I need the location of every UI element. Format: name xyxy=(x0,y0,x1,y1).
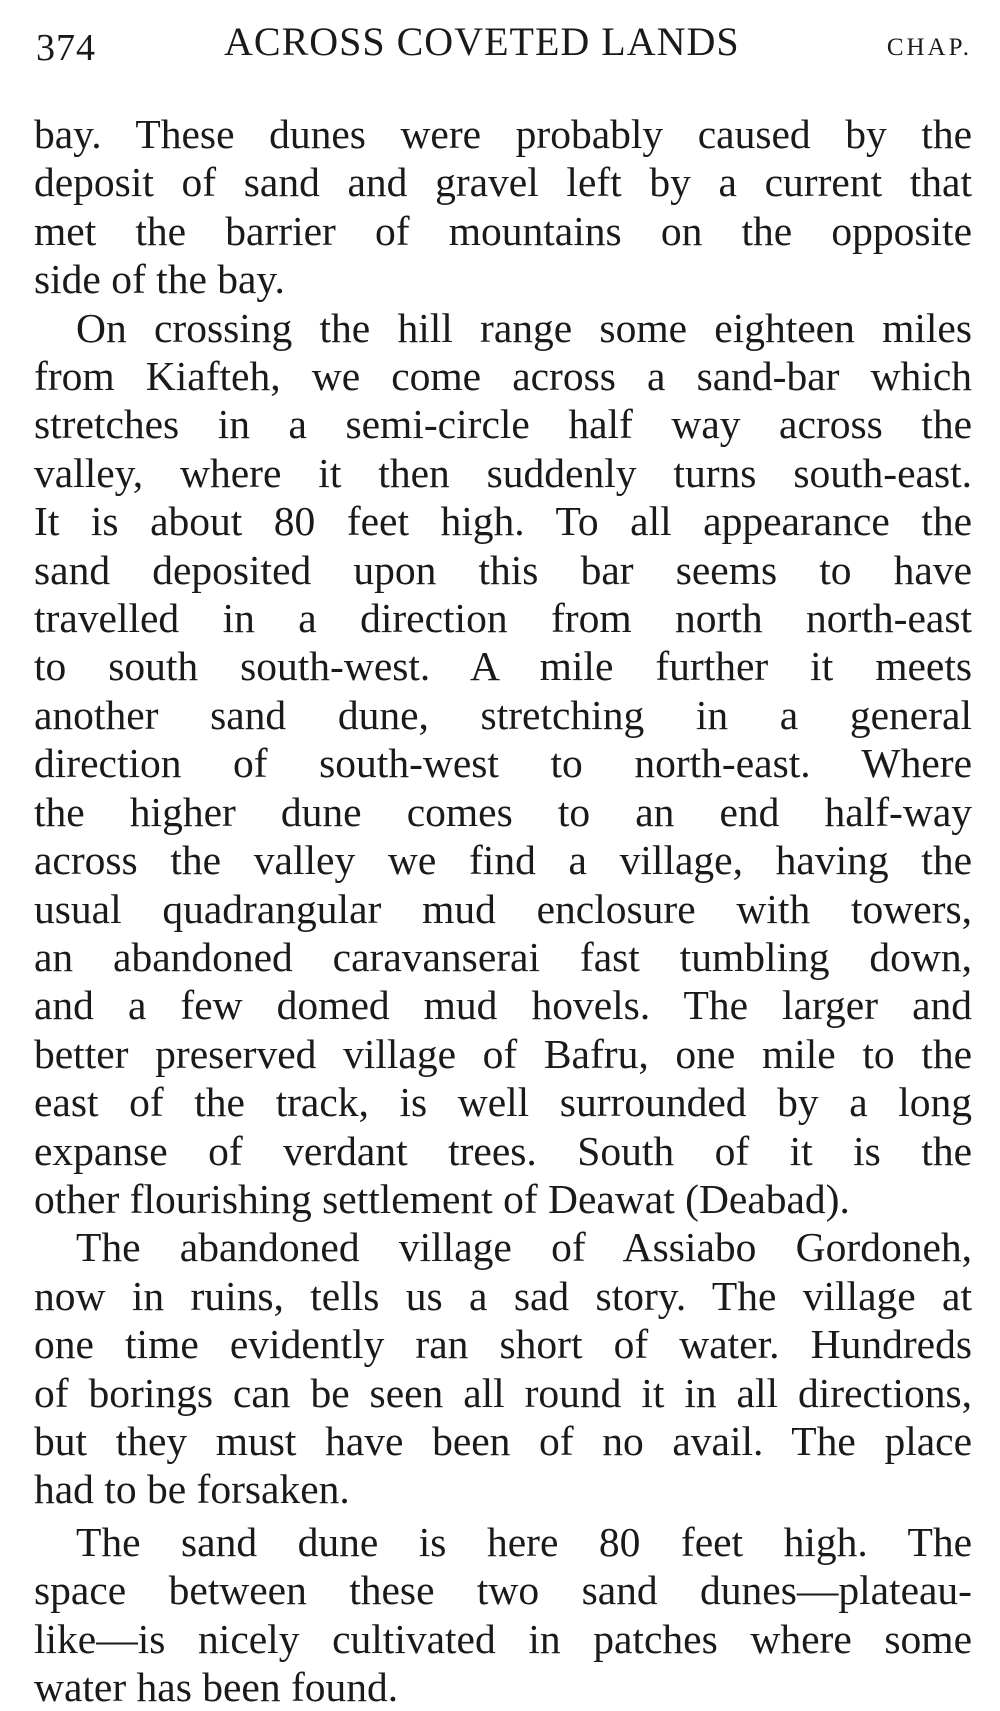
text-line: travelled in a direction from north north-east xyxy=(34,595,972,642)
text-line: expanse of verdant trees. South of it is the xyxy=(34,1127,972,1174)
text-line: and a few domed mud hovels. The larger and xyxy=(34,982,972,1029)
text-line: now in ruins, tells us a sad story. The village at xyxy=(34,1272,972,1319)
text-line: one time evidently ran short of water. Hundreds xyxy=(34,1321,972,1368)
text-line: It is about 80 feet high. To all appearance the xyxy=(34,498,972,545)
text-line: but they must have been of no avail. The place xyxy=(34,1417,972,1464)
chapter-label: CHAP. xyxy=(886,34,972,61)
text-line: The sand dune is here 80 feet high. The xyxy=(76,1518,972,1565)
text-line: usual quadrangular mud enclosure with towers, xyxy=(34,885,972,932)
text-line: stretches in a semi-circle half way across the xyxy=(34,401,972,448)
text-line: east of the track, is well surrounded by a long xyxy=(34,1079,972,1126)
text-line: better preserved village of Bafru, one mile to the xyxy=(34,1030,972,1077)
paragraph xyxy=(34,110,972,304)
text-line: the higher dune comes to an end half-way xyxy=(34,788,972,835)
text-line: other flourishing settlement of Deawat (Deabad). xyxy=(34,1175,850,1222)
text-line: to south south-west. A mile further it meets xyxy=(34,643,972,690)
paragraph xyxy=(34,304,972,1224)
running-title: ACROSS COVETED LANDS xyxy=(224,19,740,64)
text-line: On crossing the hill range some eighteen miles xyxy=(76,304,972,351)
text-line: an abandoned caravanserai fast tumbling down, xyxy=(34,933,972,980)
body-text xyxy=(34,110,972,1711)
text-line: from Kiafteh, we come across a sand-bar which xyxy=(34,353,972,400)
text-line: bay. These dunes were probably caused by the xyxy=(34,111,972,157)
text-line: The abandoned village of Assiabo Gordoneh, xyxy=(76,1224,972,1271)
text-line: like—is nicely cultivated in patches where some xyxy=(34,1615,972,1662)
text-line: direction of south-west to north-east. Where xyxy=(34,740,972,787)
text-line: of borings can be seen all round it in all directions, xyxy=(34,1369,972,1416)
text-line: water has been found. xyxy=(34,1664,399,1710)
text-line: across the valley we find a village, having the xyxy=(34,837,972,884)
text-line: sand deposited upon this bar seems to have xyxy=(34,546,972,593)
running-head xyxy=(34,14,972,74)
text-line: deposit of sand and gravel left by a current that xyxy=(34,159,972,206)
text-line: side of the bay. xyxy=(34,256,285,303)
page-number: 374 xyxy=(36,27,96,69)
paragraph xyxy=(34,1518,972,1711)
text-line: valley, where it then suddenly turns south-east. xyxy=(34,449,972,496)
text-line: met the barrier of mountains on the opposite xyxy=(34,207,972,254)
text-line: another sand dune, stretching in a general xyxy=(34,691,972,738)
paragraph xyxy=(34,1223,972,1513)
text-line: space between these two sand dunes—plateau- xyxy=(34,1567,972,1614)
text-line: had to be forsaken. xyxy=(34,1466,350,1513)
book-page xyxy=(34,14,972,1711)
